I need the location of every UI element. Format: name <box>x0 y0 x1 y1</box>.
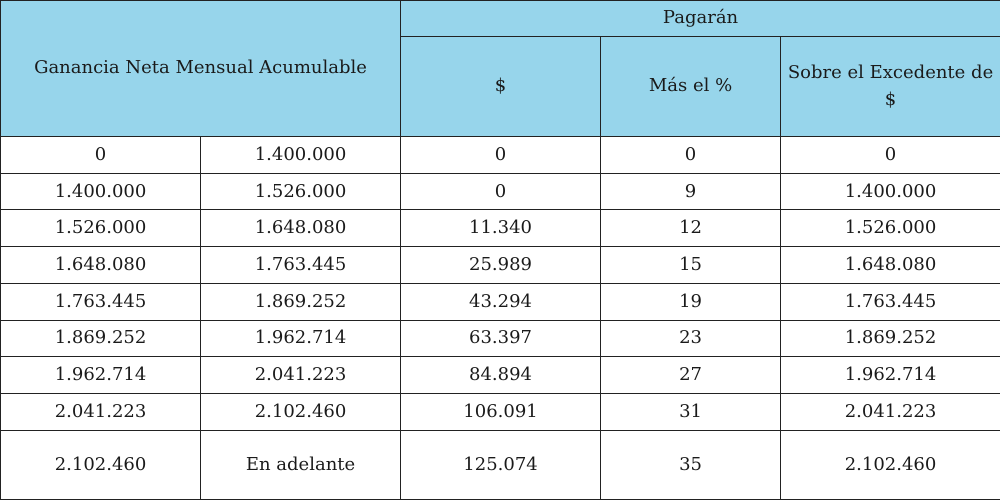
excedente-cell: 1.962.714 <box>781 357 1000 394</box>
pagaran-header: Pagarán <box>401 1 1000 37</box>
table-row <box>1 173 1000 210</box>
ganancia-header: Ganancia Neta Mensual Acumulable <box>1 1 401 137</box>
mas-pct-cell: 12 <box>601 210 781 247</box>
mas-pct-cell: 19 <box>601 283 781 320</box>
pesos-cell: 25.989 <box>401 247 601 284</box>
mas-pct-cell: 31 <box>601 393 781 430</box>
pesos-header: $ <box>401 37 601 137</box>
hasta-cell: 1.763.445 <box>201 247 401 284</box>
hasta-cell: 2.102.460 <box>201 393 401 430</box>
desde-cell: 1.400.000 <box>1 173 201 210</box>
table-row <box>1 247 1000 284</box>
table-row <box>1 210 1000 247</box>
mas-pct-cell: 15 <box>601 247 781 284</box>
excedente-cell: 2.041.223 <box>781 393 1000 430</box>
pesos-cell: 0 <box>401 173 601 210</box>
table-row <box>1 320 1000 357</box>
pesos-cell: 0 <box>401 137 601 174</box>
desde-cell: 2.041.223 <box>1 393 201 430</box>
pesos-cell: 106.091 <box>401 393 601 430</box>
pesos-cell: 84.894 <box>401 357 601 394</box>
hasta-cell: 1.400.000 <box>201 137 401 174</box>
hasta-cell: 1.962.714 <box>201 320 401 357</box>
hasta-cell: 2.041.223 <box>201 357 401 394</box>
excedente-cell: 1.526.000 <box>781 210 1000 247</box>
table-header <box>1 1 1000 137</box>
table-body <box>1 137 1000 500</box>
hasta-cell: 1.648.080 <box>201 210 401 247</box>
mas-pct-cell: 23 <box>601 320 781 357</box>
mas-pct-header: Más el % <box>601 37 781 137</box>
excedente-cell: 1.869.252 <box>781 320 1000 357</box>
pesos-cell: 63.397 <box>401 320 601 357</box>
table-row <box>1 357 1000 394</box>
hasta-cell: 1.526.000 <box>201 173 401 210</box>
desde-cell: 0 <box>1 137 201 174</box>
excedente-header: Sobre el Excedente de $ <box>781 37 1000 137</box>
excedente-cell: 1.400.000 <box>781 173 1000 210</box>
excedente-cell: 2.102.460 <box>781 430 1000 499</box>
desde-cell: 2.102.460 <box>1 430 201 499</box>
desde-cell: 1.962.714 <box>1 357 201 394</box>
mas-pct-cell: 0 <box>601 137 781 174</box>
pesos-cell: 43.294 <box>401 283 601 320</box>
mas-pct-cell: 35 <box>601 430 781 499</box>
hasta-cell: 1.869.252 <box>201 283 401 320</box>
desde-cell: 1.526.000 <box>1 210 201 247</box>
table-row <box>1 137 1000 174</box>
excedente-cell: 0 <box>781 137 1000 174</box>
pesos-cell: 11.340 <box>401 210 601 247</box>
mas-pct-cell: 9 <box>601 173 781 210</box>
hasta-cell: En adelante <box>201 430 401 499</box>
table-row <box>1 283 1000 320</box>
table-row <box>1 393 1000 430</box>
table-row <box>1 430 1000 499</box>
desde-cell: 1.763.445 <box>1 283 201 320</box>
desde-cell: 1.869.252 <box>1 320 201 357</box>
pesos-cell: 125.074 <box>401 430 601 499</box>
excedente-cell: 1.648.080 <box>781 247 1000 284</box>
excedente-cell: 1.763.445 <box>781 283 1000 320</box>
mas-pct-cell: 27 <box>601 357 781 394</box>
desde-cell: 1.648.080 <box>1 247 201 284</box>
